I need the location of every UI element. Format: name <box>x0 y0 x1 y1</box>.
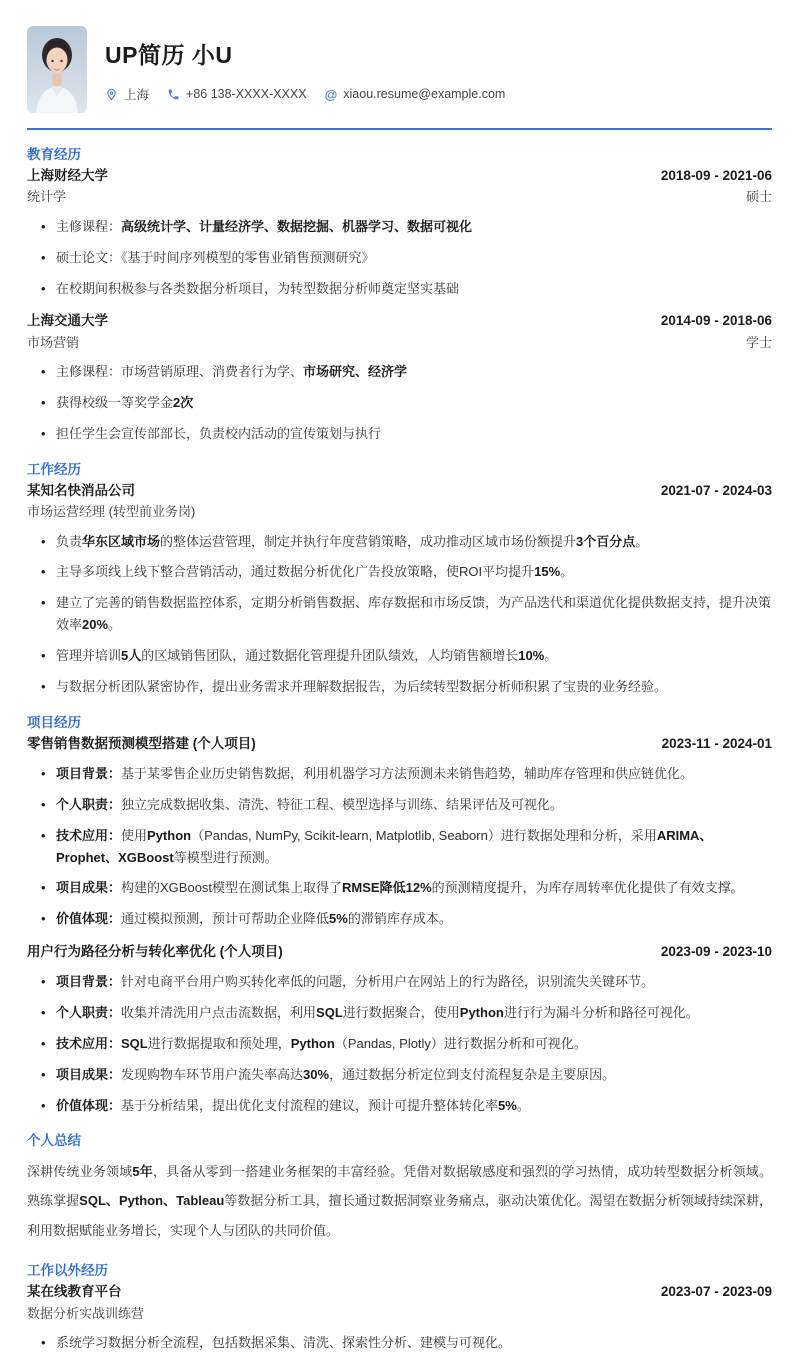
entry-name: 上海财经大学 <box>27 168 108 184</box>
entry-date: 2023-07 - 2023-09 <box>660 1284 772 1300</box>
text-run: 进行行为漏斗分析和路径可视化。 <box>503 1005 699 1021</box>
text-run: 使用 <box>121 827 148 843</box>
section-title: 项目经历 <box>27 714 81 730</box>
text-run: 个人职责： <box>56 796 122 812</box>
text-run: Python <box>290 1035 335 1051</box>
text-run: 基于某零售企业历史销售数据，利用机器学习方法预测未来销售趋势，辅助库存管理和供应链优化。 <box>121 766 694 782</box>
text-run: ARIMA、Prophet、XGBoost <box>56 827 713 865</box>
section-summary <box>27 1133 772 1246</box>
bullet-item <box>41 763 772 785</box>
entry-date: 2023-09 - 2023-10 <box>660 943 772 959</box>
text-run: 5人 <box>121 647 142 663</box>
bullet-item <box>41 971 772 993</box>
text-run: RMSE降低12% <box>342 880 432 896</box>
text-run: 的整体运营管理，制定并执行年度营销策略，成功推动区域市场份额提升 <box>160 533 577 549</box>
text-run: 。 <box>544 647 558 663</box>
entry-head <box>27 167 772 185</box>
text-run: SQL <box>121 1035 148 1051</box>
text-run: 华东区域市场 <box>82 533 161 549</box>
location-icon <box>105 88 118 101</box>
entry-date: 2023-11 - 2024-01 <box>661 735 772 751</box>
text-run: 系统学习数据分析全流程，包括数据采集、清洗、探索性分析、建模与可视化。 <box>56 1335 512 1351</box>
text-run: 硕士论文：《基于时间序列模型的零售业销售预测研究》 <box>56 249 375 265</box>
section-entries <box>27 167 772 445</box>
text-run: 的滞销库存成本。 <box>347 911 452 927</box>
header-divider <box>27 128 772 130</box>
entry <box>27 167 772 299</box>
section-education <box>27 147 772 445</box>
text-run: 市场研究、经济学 <box>303 364 408 380</box>
bullet-item <box>41 531 772 553</box>
resume-header <box>27 26 772 113</box>
text-run: 5% <box>329 911 348 927</box>
text-run: 等数据分析工具，擅长通过数据洞察业务痛点，驱动决策优化。渴望在数据分析领域持续深耕，利用数据赋能业务增长，实现个人与团队的共同价值。 <box>27 1193 772 1239</box>
bullet-item <box>41 247 772 269</box>
contact-phone-text: +86 138-XXXX-XXXX <box>186 87 307 101</box>
text-run: 进行数据聚合，使用 <box>342 1005 460 1021</box>
section-title: 工作以外经历 <box>27 1263 108 1279</box>
entry-name: 某在线教育平台 <box>27 1284 122 1300</box>
entry-head <box>27 312 772 330</box>
profile-photo <box>27 26 87 113</box>
text-run: 5年 <box>132 1163 153 1179</box>
text-run: 的区域销售团队，通过数据化管理提升团队绩效，人均销售额增长 <box>141 647 519 663</box>
text-run: 管理并培训 <box>56 647 122 663</box>
bullet-item <box>41 1064 772 1086</box>
phone-icon <box>167 88 180 101</box>
contact-location-text: 上海 <box>124 88 150 102</box>
text-run: 高级统计学、计量经济学、数据挖掘、机器学习、数据可视化 <box>121 218 473 234</box>
text-run: 与数据分析团队紧密协作，提出业务需求并理解数据报告，为后续转型数据分析师积累了宝贵的业务经验。 <box>56 678 668 694</box>
entry-date: 2014-09 - 2018-06 <box>660 313 772 329</box>
entry-head <box>27 735 772 753</box>
at-icon: @ <box>324 86 338 102</box>
entry-head <box>27 943 772 961</box>
section-work <box>27 462 772 698</box>
entry-subtitle: 市场营销 <box>27 334 80 350</box>
bullet-list <box>27 531 772 698</box>
text-run: 5% <box>498 1097 517 1113</box>
entry-subrow <box>27 1305 772 1323</box>
bullet-item <box>41 908 772 930</box>
text-run: 独立完成数据收集、清洗、特征工程、模型选择与训练、结果评估及可视化。 <box>121 796 564 812</box>
text-run: 等模型进行预测。 <box>173 849 278 865</box>
text-run: 技术应用： <box>56 1035 122 1051</box>
text-run: 收集并清洗用户点击流数据，利用 <box>121 1005 317 1021</box>
text-run: （Pandas, NumPy, Scikit-learn, Matplotlib, Seaborn）进行数据处理和分析，采用 <box>191 827 657 843</box>
entry-head <box>27 482 772 500</box>
bullet-list <box>27 763 772 930</box>
text-run: 20% <box>82 617 109 633</box>
entry-date: 2018-09 - 2021-06 <box>660 168 772 184</box>
text-run: 发现购物车环节用户流失率高达 <box>121 1066 304 1082</box>
entry-subtitle: 数据分析实战训练营 <box>27 1305 145 1321</box>
section-entries <box>27 1283 772 1354</box>
bullet-item <box>41 1095 772 1117</box>
bullet-item <box>41 278 772 300</box>
entry <box>27 312 772 444</box>
section-entries <box>27 735 772 1117</box>
contact-email-text: xiaou.resume@example.com <box>343 87 506 101</box>
text-run: 进行数据提取和预处理， <box>147 1035 291 1051</box>
profile-photo-illustration <box>27 26 87 113</box>
text-run: 的预测精度提升，为库存周转率优化提供了有效支撑。 <box>431 880 744 896</box>
text-run: 个人职责： <box>56 1005 122 1021</box>
entry-name: 上海交通大学 <box>27 313 108 329</box>
section-title: 个人总结 <box>27 1133 81 1149</box>
entry-subtitle: 市场运营经理 (转型前业务岗) <box>27 504 196 520</box>
section-title: 教育经历 <box>27 147 81 162</box>
text-run: 针对电商平台用户购买转化率低的问题，分析用户在网站上的行为路径，识别流失关键环节。 <box>121 974 655 990</box>
section-entries <box>27 482 772 698</box>
section-title: 工作经历 <box>27 461 81 477</box>
text-run: 主修课程： <box>56 218 122 234</box>
text-run: 主导多项线上线下整合营销活动，通过数据分析优化广告投放策略，使ROI平均提升 <box>56 564 535 580</box>
text-run: 价值体现： <box>56 1097 122 1113</box>
text-run: 30% <box>303 1066 330 1082</box>
entry-subrow <box>27 503 772 521</box>
bullet-item <box>41 1332 772 1354</box>
text-run: 项目背景： <box>56 766 122 782</box>
text-run: 价值体现： <box>56 911 122 927</box>
text-run: 2次 <box>173 395 194 411</box>
text-run: 在校期间积极参与各类数据分析项目，为转型数据分析师奠定坚实基础 <box>56 280 460 296</box>
entry-name: 用户行为路径分析与转化率优化 (个人项目) <box>27 943 283 959</box>
contact-phone <box>167 87 307 101</box>
entry <box>27 943 772 1116</box>
text-run: SQL、Python、Tableau <box>79 1193 225 1209</box>
contact-location <box>105 85 149 103</box>
bullet-list <box>27 1332 772 1354</box>
entry-subrow <box>27 188 772 206</box>
text-run: （Pandas, Plotly）进行数据分析和可视化。 <box>334 1035 587 1051</box>
bullet-item <box>41 423 772 445</box>
text-run: ，具备从零到一搭建业务框架的丰富经验。凭借对数据敏感度和强烈的学习热情，成功转型数据分析领域。熟练掌握 <box>27 1163 772 1209</box>
text-run: Python <box>459 1005 504 1021</box>
entry <box>27 1283 772 1354</box>
entry-name: 零售销售数据预测模型搭建 (个人项目) <box>27 735 256 751</box>
text-run: 。 <box>516 1097 530 1113</box>
bullet-item <box>41 676 772 698</box>
entry-subtitle: 统计学 <box>27 189 67 205</box>
bullet-item <box>41 592 772 636</box>
bullet-item <box>41 361 772 383</box>
header-info <box>105 26 505 103</box>
text-run: ，通过数据分析定位到支付流程复杂是主要原因。 <box>329 1066 616 1082</box>
bullet-item <box>41 561 772 583</box>
section-projects <box>27 715 772 1117</box>
bullet-item <box>41 1033 772 1055</box>
text-run: 。 <box>108 617 122 633</box>
text-run: 建立了完善的销售数据监控体系，定期分析销售数据、库存数据和市场反馈，为产品迭代和渠道优化提供数据支持，提升决策效率 <box>56 595 772 633</box>
text-run: 深耕传统业务领域 <box>27 1163 133 1179</box>
text-run: 15% <box>534 564 561 580</box>
bullet-list <box>27 971 772 1116</box>
section-extra <box>27 1263 772 1354</box>
entry <box>27 735 772 930</box>
candidate-name: UP简历 小U <box>105 42 233 68</box>
text-run: 10% <box>518 647 545 663</box>
text-run: 项目成果： <box>56 880 122 896</box>
bullet-item <box>41 825 772 869</box>
bullet-item <box>41 392 772 414</box>
text-run: 构建的XGBoost模型在测试集上取得了 <box>121 880 343 896</box>
text-run: 项目成果： <box>56 1066 122 1082</box>
text-run: 。 <box>560 564 574 580</box>
text-run: 基于分析结果，提出优化支付流程的建议，预计可提升整体转化率 <box>121 1097 499 1113</box>
entry-name: 某知名快消品公司 <box>27 482 135 498</box>
contact-row <box>105 85 505 103</box>
text-run: 通过模拟预测，预计可帮助企业降低 <box>121 911 330 927</box>
bullet-list <box>27 216 772 299</box>
text-run: 主修课程：市场营销原理、消费者行为学、 <box>56 364 304 380</box>
entry-degree: 硕士 <box>745 189 772 205</box>
text-run: Python <box>147 827 192 843</box>
entry-date: 2021-07 - 2024-03 <box>660 482 772 498</box>
bullet-item <box>41 216 772 238</box>
text-run: 担任学生会宣传部部长，负责校内活动的宣传策划与执行 <box>56 425 382 441</box>
entry-head <box>27 1283 772 1301</box>
entry-subrow <box>27 334 772 352</box>
bullet-item <box>41 877 772 899</box>
text-run: 3个百分点 <box>576 533 636 549</box>
contact-email <box>325 87 506 101</box>
bullet-item <box>41 794 772 816</box>
text-run: 负责 <box>56 533 83 549</box>
text-run: 。 <box>635 533 649 549</box>
bullet-list <box>27 361 772 444</box>
text-run: SQL <box>316 1005 343 1021</box>
bullet-item <box>41 1002 772 1024</box>
text-run: 技术应用： <box>56 827 122 843</box>
text-run: 获得校级一等奖学金 <box>56 395 174 411</box>
entry-degree: 学士 <box>745 334 772 350</box>
bullet-item <box>41 645 772 667</box>
text-run: 项目背景： <box>56 974 122 990</box>
summary-paragraph <box>27 1157 772 1247</box>
entry <box>27 482 772 698</box>
